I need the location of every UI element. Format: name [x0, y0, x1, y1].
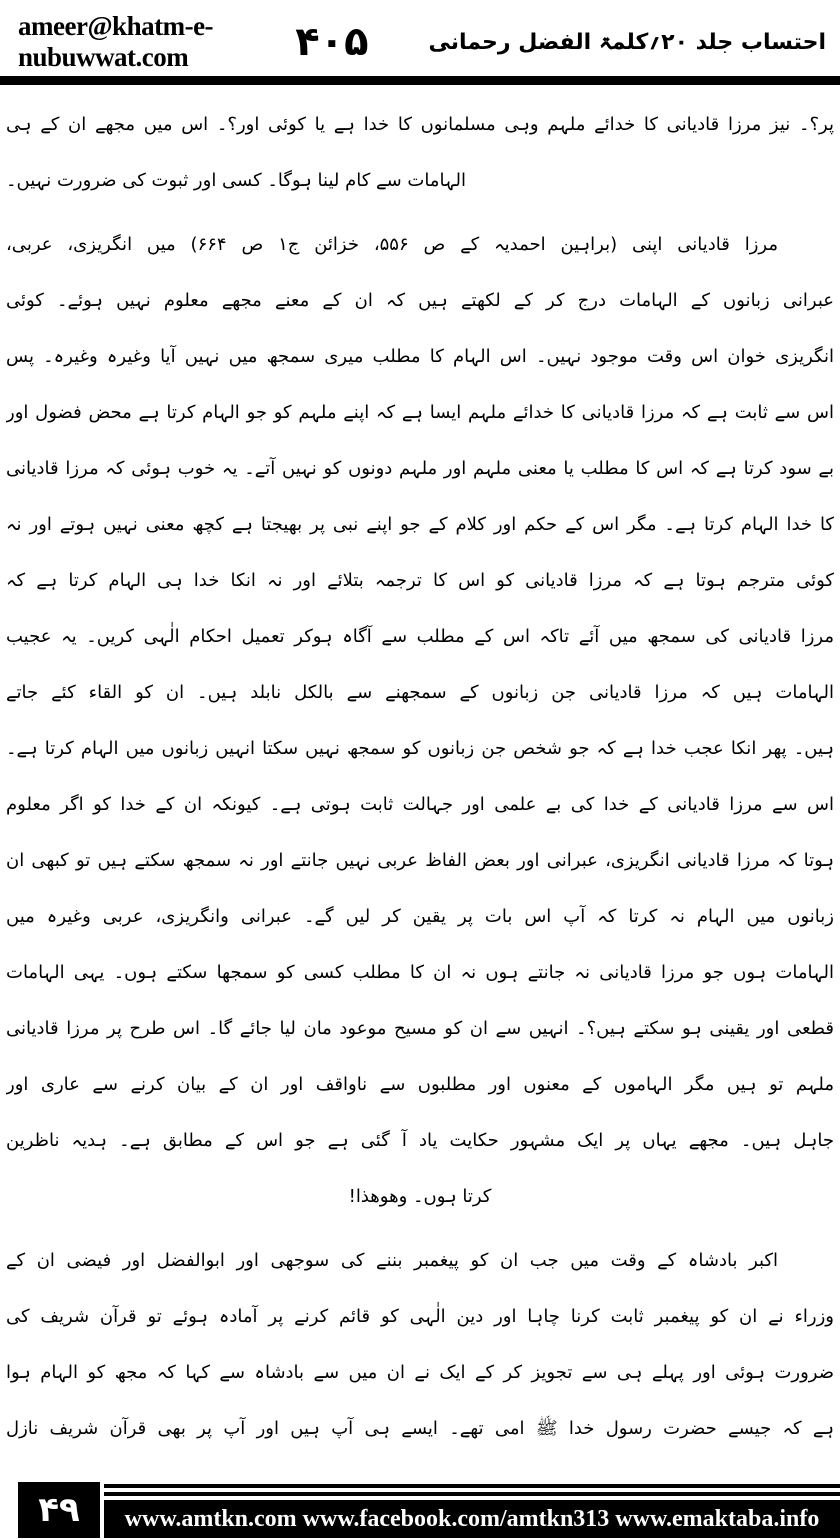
page-footer [0, 1482, 840, 1538]
text-line: بے سود کرتا ہے کہ اس کا مطلب یا معنی ملہم اور ملہم دونوں کو نہیں آتے۔ یہ خوب ہوئی کہ مرزا قادیانی [6, 458, 834, 479]
text-line: ہوتا کہ مرزا قادیانی انگریزی، عبرانی اور بعض الفاظ عربی نہیں جانتے اور نہ سمجھ سکتے ہیں تو کبھی ان [6, 850, 834, 871]
footer-links-bar [104, 1500, 840, 1538]
page-header [0, 0, 840, 72]
text-line: جاہل ہیں۔ مجھے یہاں پر ایک مشہور حکایت یاد آ گئی ہے جو اس کے مطابق ہے۔ ہدیہ ناظرین [6, 1130, 834, 1151]
footer-links-text: www.amtkn.com www.facebook.com/amtkn313 www.emaktaba.info [124, 1505, 820, 1532]
text-line: ملہم تو ہیں مگر الہاموں کے معنوں اور مطلبوں سے ناواقف اور ان کے بیان کرنے سے عاری اور [6, 1074, 834, 1095]
header-email: ameer@khatm-e-nubuwwat.com [18, 11, 214, 72]
body-text [0, 85, 840, 1457]
text-line: کا خدا الہام کرتا ہے۔ مگر اس کے حکم اور کلام کے جو اپنے نبی پر بھیجتا ہے کچھ معنی نہیں ہوتے اور نہ [6, 514, 834, 535]
text-line: ہے کہ جیسے حضرت رسول خدا ﷺ امی تھے۔ ایسے ہی آپ ہیں اور آپ پر بھی قرآن شریف نازل [6, 1418, 834, 1439]
text-line: پر؟۔ نیز مرزا قادیانی کا خدائے ملہم وہی مسلمانوں کا خدا ہے یا کوئی اور؟۔ اس میں مجھے ان کے ہی [6, 114, 834, 135]
text-line: ہیں۔ پھر انکا عجب خدا ہے کہ جو شخص جن زبانوں کو سمجھ نہیں سکتا انہیں زبانوں میں الہام کرتا ہے۔ [6, 738, 834, 759]
text-line: عبرانی زبانوں کے الہامات درج کر کے لکھتے ہیں کہ ان کے معنے مجھے معلوم نہیں ہوئے۔ کوئی [6, 290, 834, 311]
header-page-number: ۴۰۵ [295, 19, 369, 65]
text-line: کوئی مترجم ہوتا ہے کہ مرزا قادیانی کو اس کا ترجمہ بتلائے اور نہ انکا خدا ہی الہام کرتا ہے کہ [6, 570, 834, 591]
text-line: مرزا قادیانی اپنی (براہین احمدیہ کے ص ۵۵۶، خزائن ج۱ ص ۶۶۴) میں انگریزی، عربی، [6, 234, 778, 255]
text-line: اکبر بادشاہ کے وقت میں جب ان کو پیغمبر بننے کی سوجھی اور ابوالفضل اور فیضی ان کے [6, 1250, 778, 1271]
footer-page-number: ۴۹ [18, 1482, 100, 1538]
text-line: انگریزی خوان اس وقت موجود نہیں۔ اس الہام کا مطلب میری سمجھ میں نہیں آیا وغیرہ وغیرہ۔ پس [6, 346, 834, 367]
text-line: مرزا قادیانی کی سمجھ میں آئے تاکہ اس کے مطلب سے آگاہ ہوکر تعمیل احکام الٰہی کریں۔ یہ عجیب [6, 626, 834, 647]
footer-bar-group [104, 1484, 840, 1538]
text-line: الہامات سے کام لینا ہوگا۔ کسی اور ثبوت کی ضرورت نہیں۔ [6, 170, 466, 191]
paragraph [6, 1233, 834, 1457]
text-line: زبانوں میں الہام نہ کرتا کہ آپ اس بات پر یقین کر لیں گے۔ عبرانی وانگریزی، عربی وغیرہ میں [6, 906, 834, 927]
text-line: قطعی اور یقینی ہو سکتے ہیں؟۔ انہیں سے ان کو مسیح موعود مان لیا جائے گا۔ اس طرح پر مرزا قادیانی [6, 1018, 834, 1039]
header-divider-rule [0, 76, 840, 85]
text-line: اس سے ثابت ہے کہ مرزا قادیانی کا خدائے ملہم ایسا ہے کہ اپنے ملہم کو جو الہام کرتا ہے محض فضول اور [6, 402, 834, 423]
footer-divider-rule [104, 1484, 840, 1488]
text-line: الہامات ہوں جو مرزا قادیانی نہ جانتے ہوں نہ ان کا مطلب کسی کو سمجھا سکتے ہوں۔ یہی الہامات [6, 962, 834, 983]
text-line: اس سے مرزا قادیانی کے خدا کی بے علمی اور جہالت ثابت ہوتی ہے۔ کیونکہ ان کے خدا کو اگر معلوم [6, 794, 834, 815]
paragraph [6, 217, 834, 1225]
text-line: ضرورت ہوئی اور پہلے ہی سے تجویز کر کے ایک نے ان میں سے بادشاہ سے کہا کہ مجھ کو الہام ہوا [6, 1362, 834, 1383]
header-book-title: احتساب جلد ۲۰؍کلمۃ الفضل رحمانی [428, 29, 826, 55]
footer-divider-rule [104, 1492, 840, 1496]
text-line: کرتا ہوں۔ وھوھذا! [348, 1186, 492, 1207]
text-line: الہامات ہیں کہ مرزا قادیانی جن زبانوں کے سمجھنے سے بالکل نابلد ہیں۔ ان کو القاء کئے جاتے [6, 682, 834, 703]
paragraph [6, 97, 834, 209]
text-line: وزراء نے ان کو پیغمبر ثابت کرنا چاہا اور دین الٰہی کو قائم کرنے پر آمادہ ہوئے تو قرآن شریف کی [6, 1306, 834, 1327]
